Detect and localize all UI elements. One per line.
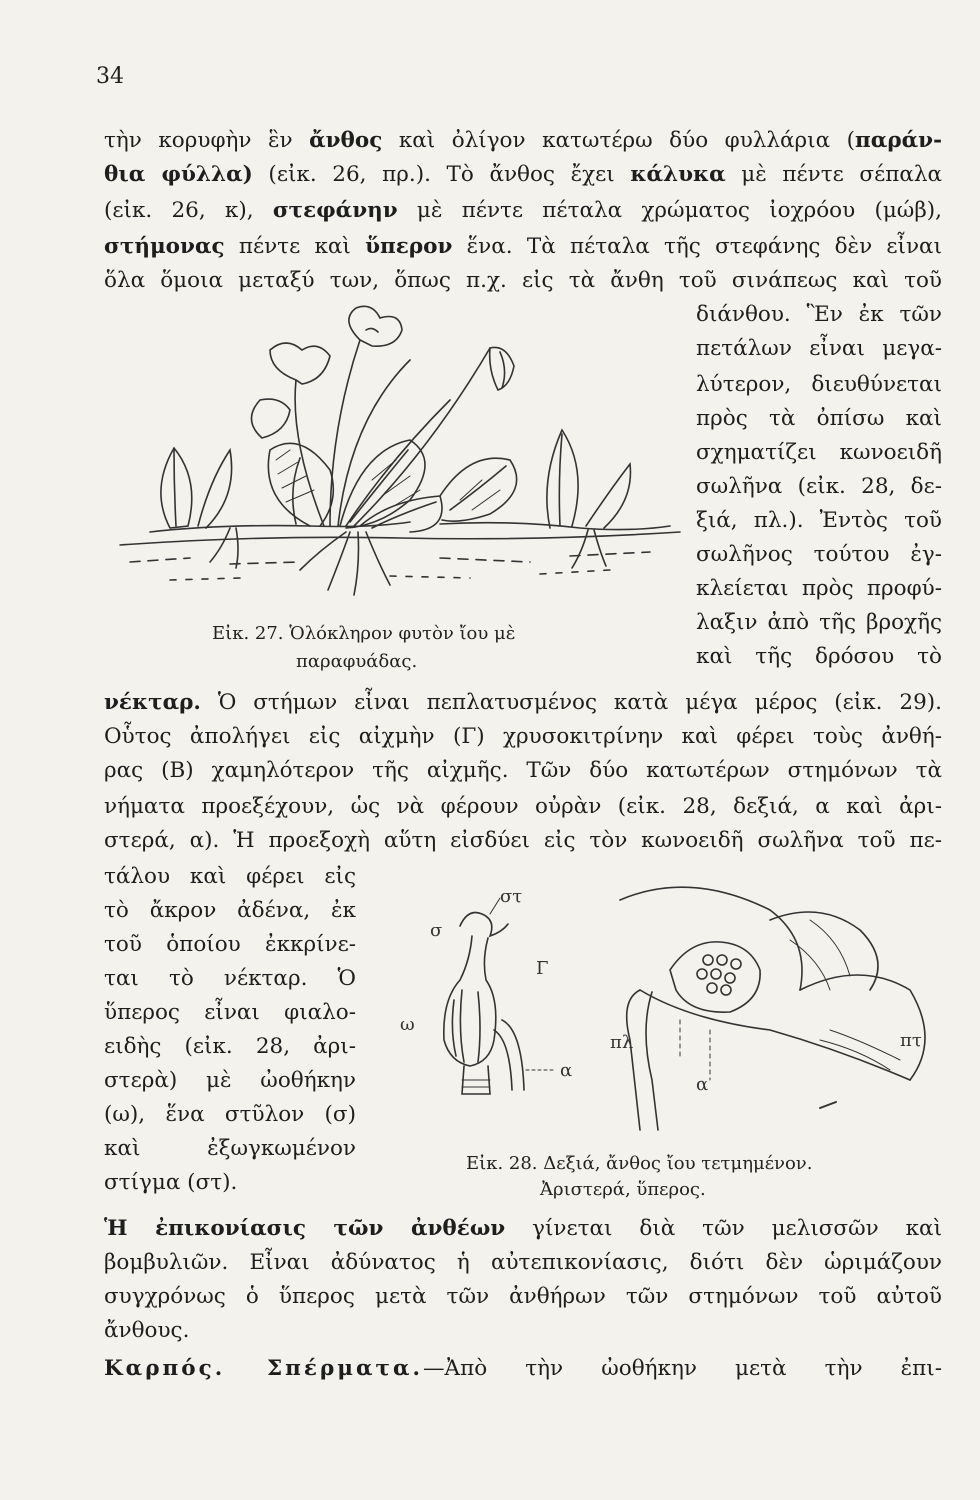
label-tube: πλ: [610, 1032, 634, 1053]
label-a-right: α: [696, 1074, 709, 1095]
text-line: ειδὴς (εἰκ. 28, ἀρι-: [104, 1034, 356, 1059]
text-line: διάνθου. Ἓν ἐκ τῶν: [696, 302, 942, 327]
text-line: τοῦ ὁποίου ἐκκρίνε-: [104, 932, 356, 957]
text-line: καὶ ἐξωγκωμένον: [104, 1136, 356, 1161]
text-line: τὴν κορυφὴν ἓν ἄνθος καὶ ὀλίγον κατωτέρω δύο φυλλάρια (παράν-: [104, 128, 942, 153]
label-petal: πτ: [900, 1030, 922, 1051]
text-line: σωλῆνος τούτου ἐγ-: [696, 542, 942, 567]
violet-plant-illustration: [110, 300, 690, 610]
text-line: ὅλα ὅμοια μεταξύ των, ὅπως π.χ. εἰς τὰ ἄνθη τοῦ σινάπεως καὶ τοῦ: [104, 268, 942, 293]
section-heading-line: Καρπός. Σπέρματα.—Ἀπὸ τὴν ὠοθήκην μετὰ τὴν ἐπι-: [104, 1356, 942, 1381]
text-line: νέκταρ. Ὁ στήμων εἶναι πεπλατυσμένος κατὰ μέγα μέρος (εἰκ. 29).: [104, 690, 942, 715]
text-line: ξιά, πλ.). Ἐντὸς τοῦ: [696, 508, 942, 533]
text-line: σωλῆνα (εἰκ. 28, δε-: [696, 474, 942, 499]
text-line: (εἰκ. 26, κ), στεφάνην μὲ πέντε πέταλα χρώματος ἰοχρόου (μώβ),: [104, 198, 942, 223]
text-line: συγχρόνως ὁ ὕπερος μετὰ τῶν ἀνθήρων τῶν στημόνων τοῦ αὐτοῦ: [104, 1284, 942, 1309]
text-line: (ω), ἕνα στῦλον (σ): [104, 1102, 356, 1127]
text-line: ὕπερος εἶναι φιαλο-: [104, 1000, 356, 1025]
text-line: νήματα προεξέχουν, ὡς νὰ φέρουν οὐρὰν (εἰκ. 28, δεξιά, α καὶ ἀρι-: [104, 794, 942, 819]
text-line: σχηματίζει κωνοειδῆ: [696, 440, 942, 465]
figure-27-caption: Εἰκ. 27. Ὁλόκληρον φυτὸν ἴου μὲ: [212, 623, 516, 644]
label-stigma: στ: [500, 886, 523, 907]
text-line: ρας (Β) χαμηλότερον τῆς αἰχμῆς. Τῶν δύο κατωτέρων στημόνων τὰ: [104, 758, 942, 783]
text-line: Ἡ ἐπικονίασις τῶν ἀνθέων γίνεται διὰ τῶν μελισσῶν καὶ: [104, 1216, 942, 1241]
text-line: ἄνθους.: [104, 1318, 190, 1343]
label-a-left: α: [560, 1060, 573, 1081]
text-line: στήμονας πέντε καὶ ὕπερον ἕνα. Τὰ πέταλα τῆς στεφάνης δὲν εἶναι: [104, 234, 943, 259]
text-line: Οὗτος ἀπολήγει εἰς αἰχμὴν (Γ) χρυσοκιτρίνην καὶ φέρει τοὺς ἀνθή-: [104, 724, 942, 749]
figure-28-caption: Ἀριστερά, ὕπερος.: [540, 1179, 706, 1200]
text-line: πετάλων εἶναι μεγα-: [696, 336, 942, 361]
text-line: στερά, α). Ἡ προεξοχὴ αὕτη εἰσδύει εἰς τὸν κωνοειδῆ σωλῆνα τοῦ πε-: [104, 828, 942, 853]
text-line: λύτερον, διευθύνεται: [696, 372, 942, 397]
label-ovary: ω: [400, 1014, 415, 1035]
text-line: κλείεται πρὸς προφύ-: [696, 576, 942, 601]
text-line: καὶ τῆς δρόσου τὸ: [696, 644, 942, 669]
text-line: στερὰ) μὲ ὠοθήκην: [104, 1068, 356, 1093]
text-line: τάλου καὶ φέρει εἰς: [104, 864, 356, 889]
label-style: σ: [430, 920, 443, 941]
text-line: βομβυλιῶν. Εἶναι ἀδύνατος ἡ αὐτεπικονίασις, διότι δὲν ὡριμάζουν: [104, 1250, 942, 1275]
text-line: ται τὸ νέκταρ. Ὁ: [104, 966, 356, 991]
text-line: λαξιν ἀπὸ τῆς βροχῆς: [696, 610, 942, 635]
page-number: 34: [96, 64, 124, 89]
text-line: πρὸς τὰ ὀπίσω καὶ: [696, 406, 942, 431]
figure-27-caption: παραφυάδας.: [296, 651, 418, 672]
pistil-and-flower-section-illustration: [390, 880, 950, 1150]
figure-28-caption: Εἰκ. 28. Δεξιά, ἄνθος ἴου τετμημένον.: [466, 1153, 813, 1174]
text-line: θια φύλλα) (εἰκ. 26, πρ.). Τὸ ἄνθος ἔχει κάλυκα μὲ πέντε σέπαλα: [104, 162, 943, 187]
label-g: Γ: [536, 958, 549, 979]
text-line: στίγμα (στ).: [104, 1170, 238, 1195]
text-line: τὸ ἄκρον ἀδένα, ἐκ: [104, 898, 356, 923]
